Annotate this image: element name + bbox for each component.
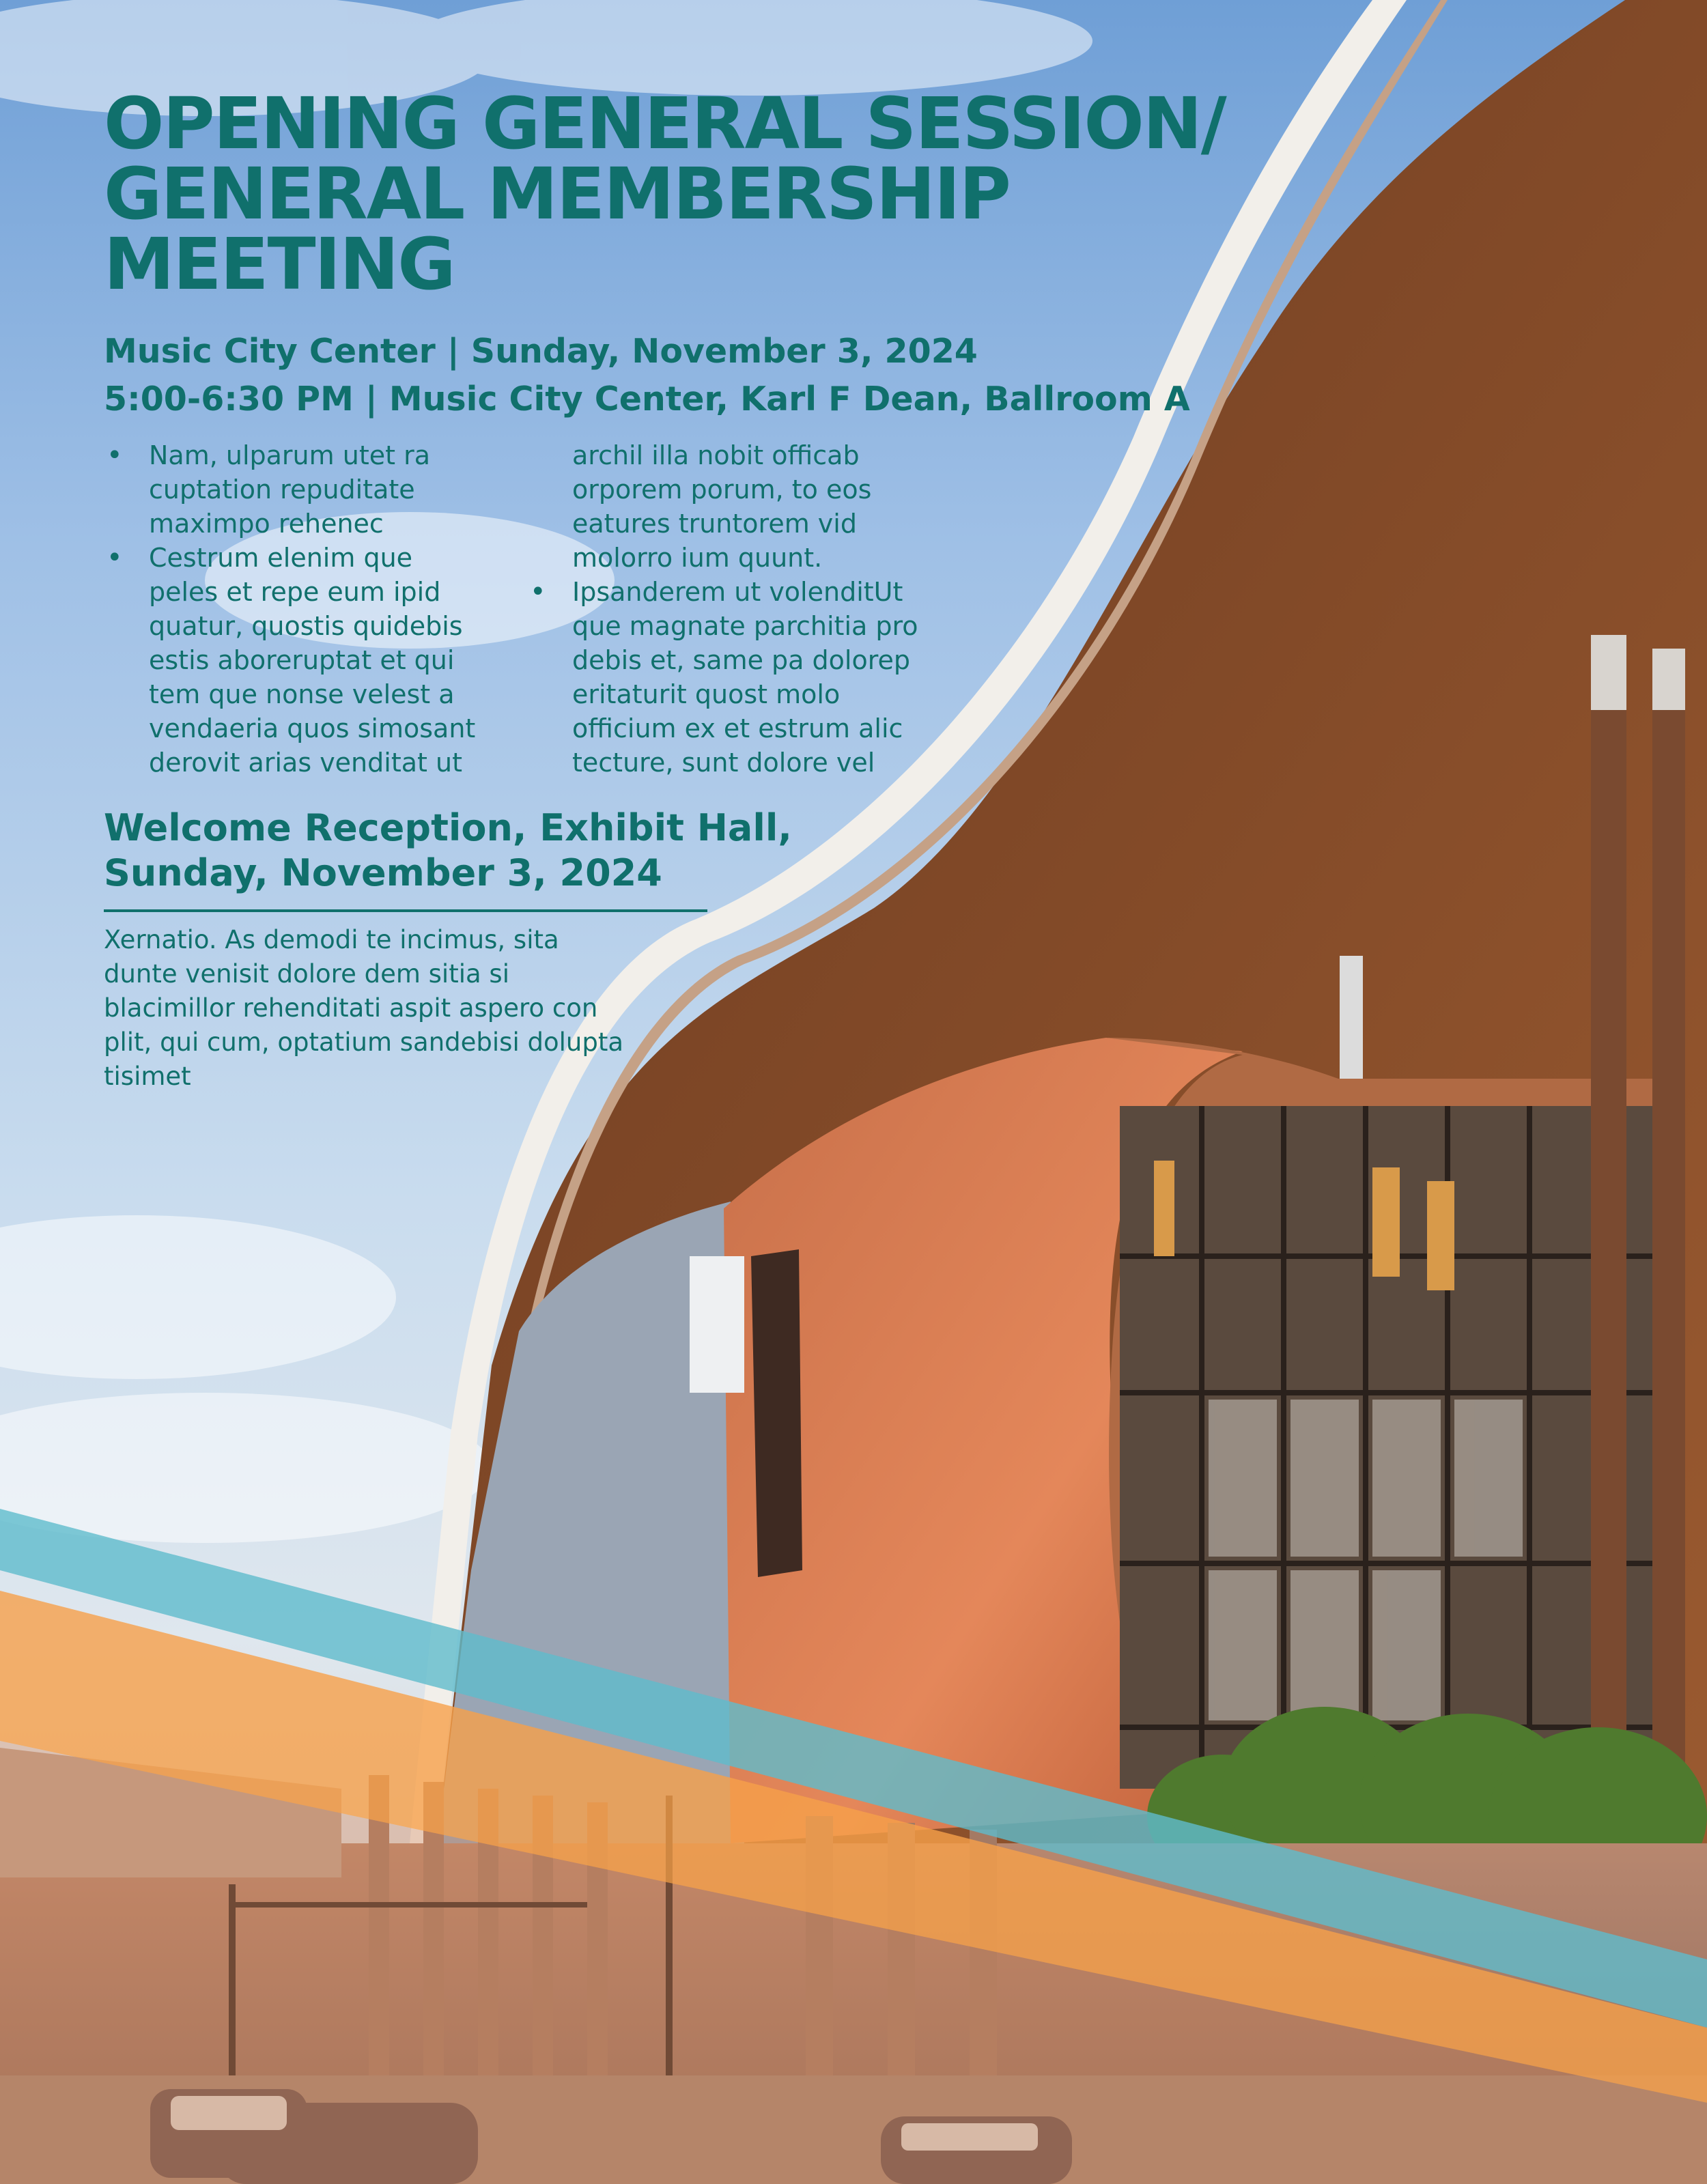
event-details xyxy=(104,328,1190,423)
page-title xyxy=(104,82,1226,306)
list-item-text: Ipsanderem ut volenditUt que magnate parchitia pro debis et, same pa dolorep eritaturit quost molo officium ex et estrum alic tecture, sunt dolore vel xyxy=(572,577,918,778)
title-line: OPENING GENERAL SESSION/ xyxy=(104,82,1226,165)
column xyxy=(1652,649,1685,1809)
list-item xyxy=(527,575,950,780)
bullet-column-right xyxy=(527,438,950,780)
reception-heading-line: Sunday, November 3, 2024 xyxy=(104,851,662,894)
bullet-icon: • xyxy=(530,576,546,608)
event-location-date: Music City Center | Sunday, November 3, 2024 xyxy=(104,332,978,371)
divider xyxy=(104,909,707,912)
column xyxy=(1591,635,1626,1796)
list-item-text: Nam, ulparum utet ra cuptation repuditate maximpo rehenec xyxy=(149,440,430,539)
bullet-column-left xyxy=(104,438,486,780)
reception-heading-line: Welcome Reception, Exhibit Hall, xyxy=(104,806,792,849)
list-item-text: Cestrum elenim que peles et repe eum ipid quatur, quostis quidebis estis aboreruptat et qui tem que nonse velest a vendaeria quos simosant derovit arias venditat ut xyxy=(149,543,476,778)
title-line: GENERAL MEMBERSHIP xyxy=(104,152,1010,236)
bullet-icon: • xyxy=(107,440,123,471)
bullet-icon: • xyxy=(107,542,123,573)
list-item-continued: archil illa nobit officab orporem porum, to eos eatures truntorem vid molorro ium quunt. xyxy=(572,440,872,573)
list-item xyxy=(104,438,486,541)
title-line: MEETING xyxy=(104,223,455,306)
reception-heading xyxy=(104,806,792,896)
list-item xyxy=(104,541,486,780)
event-time-room: 5:00-6:30 PM | Music City Center, Karl F Dean, Ballroom A xyxy=(104,380,1190,419)
reception-description: Xernatio. As demodi te incimus, sita dunte venisit dolore dem sitia si blacimillor rehenditati aspit aspero con plit, qui cum, optatium sandebisi dolupta tisimet xyxy=(104,925,624,1091)
